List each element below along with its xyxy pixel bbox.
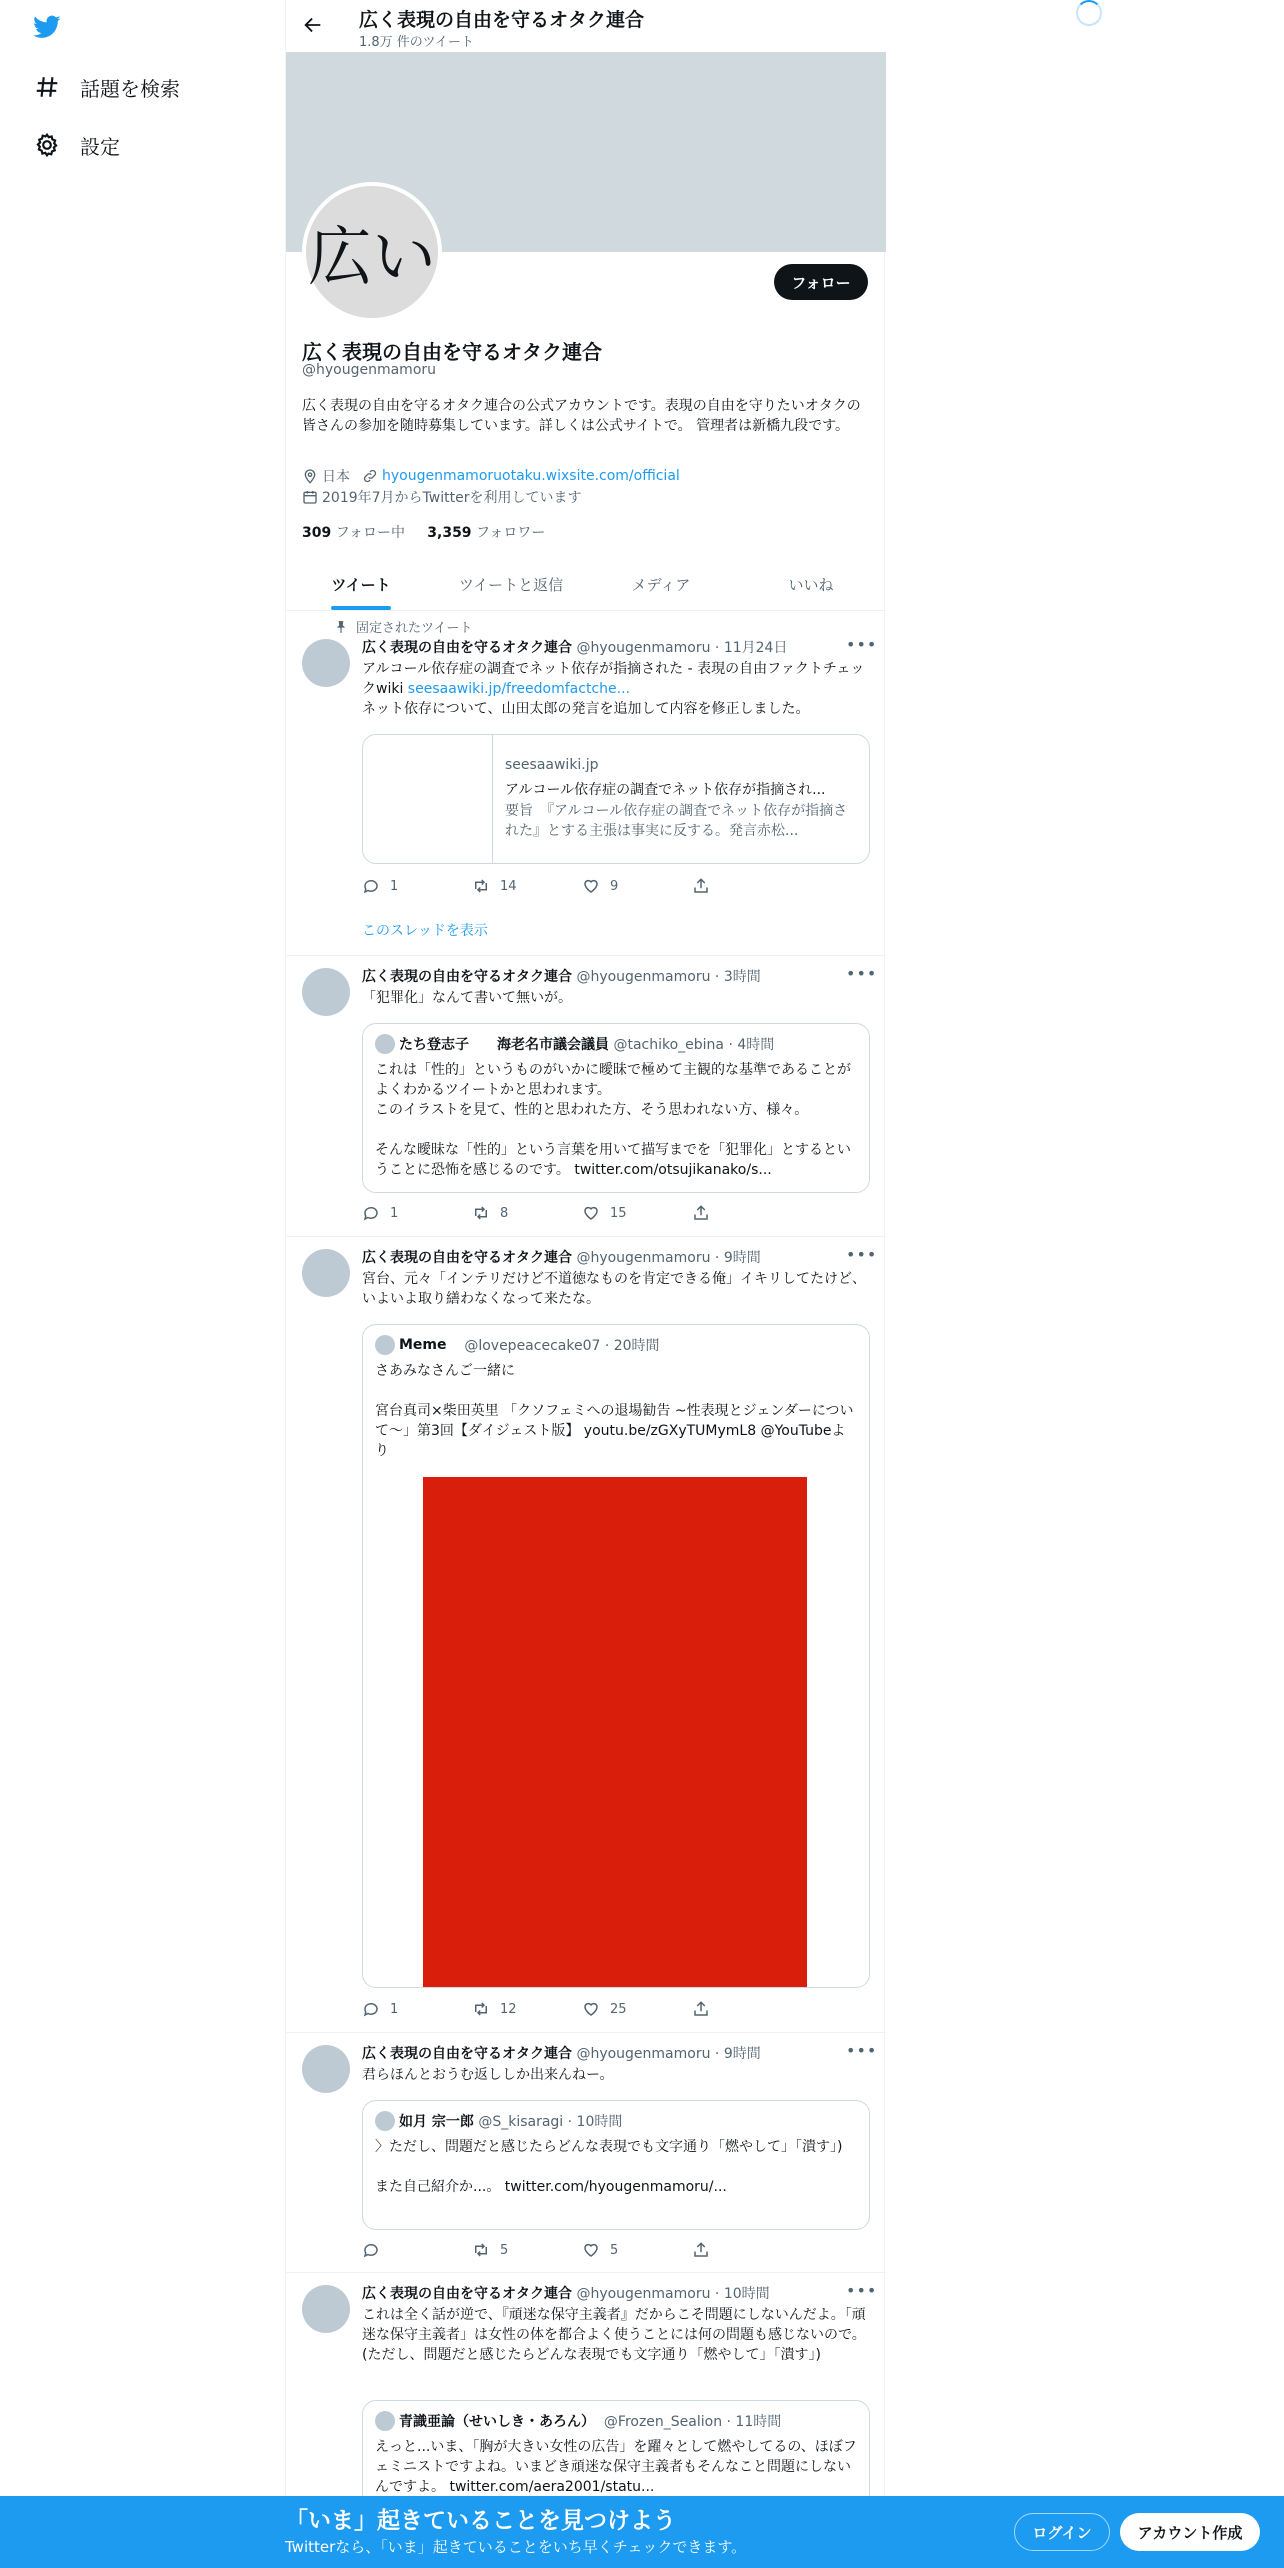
tweet-actions	[362, 1204, 802, 1222]
link-card[interactable]	[362, 734, 870, 864]
profile-handle: @hyougenmamoru	[302, 362, 437, 378]
signup-banner-subtitle: Twitterなら、「いま」起きていることをいち早くチェックできます。	[285, 2538, 747, 2556]
retweet-icon	[472, 877, 490, 895]
share-icon	[692, 2000, 710, 2018]
avatar[interactable]	[302, 968, 350, 1016]
tab-likes[interactable]: いいね	[788, 575, 834, 594]
more-icon[interactable]: •••	[846, 1245, 878, 1264]
reply-icon	[362, 877, 380, 895]
retweet-button[interactable]: 5	[472, 2241, 582, 2259]
quote-tweet[interactable]	[362, 1023, 870, 1193]
like-button[interactable]: 15	[582, 1204, 692, 1222]
profile-meta	[302, 466, 680, 486]
profile-stats	[302, 522, 545, 542]
quote-text: 〉ただし、問題だと感じたらどんな表現でも文字通り「燃やして」「潰す」) また自己紹介か...。 twitter.com/hyougenmamoru/...	[375, 2139, 843, 2195]
pin-icon	[334, 620, 348, 634]
location-pin-icon	[302, 468, 318, 484]
calendar-icon	[302, 489, 318, 505]
more-icon[interactable]: •••	[846, 2281, 878, 2300]
quote-avatar	[375, 2411, 395, 2431]
tweet[interactable]	[286, 956, 886, 1237]
heart-icon	[582, 2241, 600, 2259]
retweet-icon	[472, 2241, 490, 2259]
tweet-link[interactable]: seesaawiki.jp/freedomfactche...	[407, 681, 630, 697]
quote-avatar	[375, 2111, 395, 2131]
quote-avatar	[375, 1335, 395, 1355]
retweet-icon	[472, 2000, 490, 2018]
reply-button[interactable]: 1	[362, 1204, 472, 1222]
link-card-domain: seesaawiki.jp	[505, 757, 599, 773]
quote-media-image[interactable]	[423, 1477, 807, 1988]
tweet-header: 広く表現の自由を守るオタク連合 @hyougenmamoru · 3時間	[362, 969, 761, 985]
like-button[interactable]: 9	[582, 877, 692, 895]
reply-icon	[362, 2000, 380, 2018]
like-button[interactable]: 5	[582, 2241, 692, 2259]
share-button[interactable]	[692, 1204, 802, 1222]
share-icon	[692, 1204, 710, 1222]
show-thread-link[interactable]: このスレッドを表示	[362, 923, 488, 939]
followers-link[interactable]: 3,359 フォロワー	[427, 525, 546, 541]
profile-header	[286, 0, 886, 52]
profile-bio: 広く表現の自由を守るオタク連合の公式アカウントです。表現の自由を守りたいオタクの皆さんの参加を随時募集しています。詳しくは公式サイトで。 管理者は新橋九段です。	[302, 398, 861, 434]
like-button[interactable]: 25	[582, 2000, 692, 2018]
heart-icon	[582, 877, 600, 895]
link-card-description: 要旨 『アルコール依存症の調査でネット依存が指摘された』とする主張は事実に反する。発言赤松...	[505, 803, 848, 839]
tweet[interactable]	[286, 1237, 886, 2033]
quote-text: えっと...いま、「胸が大きい女性の広告」を躍々として燃やしてるの、ほぼフェミニストですよね。いまどき頑迷な保守主義者もそんなこと問題にしないんですよ。 twitter.com/aera2001/statu...	[375, 2439, 857, 2495]
signup-banner	[0, 2496, 1284, 2568]
tweet-header: 広く表現の自由を守るオタク連合 @hyougenmamoru · 9時間	[362, 1250, 761, 1266]
tweet[interactable]	[286, 2033, 886, 2273]
profile-tabs	[286, 558, 886, 611]
link-card-title: アルコール依存症の調査でネット依存が指摘され...	[505, 782, 826, 798]
quote-tweet[interactable]	[362, 1324, 870, 1988]
tweet-header: 広く表現の自由を守るオタク連合 @hyougenmamoru · 10時間	[362, 2286, 770, 2302]
tweet-text: 宮台、元々「インテリだけど不道徳なものを肯定できる俺」イキリしてたけど、いよいよ取り繕わなくなって来たな。	[362, 1271, 866, 1307]
quote-header: 如月 宗一郎 @S_kisaragi · 10時間	[375, 2111, 622, 2131]
retweet-button[interactable]: 12	[472, 2000, 582, 2018]
more-icon[interactable]: •••	[846, 964, 878, 983]
avatar[interactable]	[302, 639, 350, 687]
quote-text: さあみなさんご一緒に 宮台真司×柴田英里 「クソフェミへの退場勧告 ~性表現とジェンダーについて～」第3回【ダイジェスト版】 youtu.be/zGXyTUMymL8 @YouTubeより	[375, 1363, 854, 1459]
tweet-actions	[362, 2000, 802, 2018]
hashtag-icon	[34, 74, 60, 100]
signup-button[interactable]: アカウント作成	[1120, 2513, 1260, 2551]
tab-media[interactable]: メディア	[631, 575, 691, 594]
quote-avatar	[375, 1034, 395, 1054]
signup-banner-title: 「いま」起きていることを見つけよう	[285, 2508, 676, 2534]
sidebar-item-label: 設定	[80, 134, 120, 159]
link-card-thumbnail	[363, 735, 493, 864]
quote-header: たち登志子 海老名市議会議員 @tachiko_ebina · 4時間	[375, 1034, 774, 1054]
retweet-button[interactable]: 8	[472, 1204, 582, 1222]
reply-icon	[362, 1204, 380, 1222]
tweet-count: 1.8万 件のツイート	[359, 35, 474, 50]
share-button[interactable]	[692, 877, 802, 895]
pinned-label: 固定されたツイート	[362, 617, 472, 636]
twitter-bird-icon[interactable]	[30, 13, 64, 41]
profile-name: 広く表現の自由を守るオタク連合	[302, 340, 602, 364]
following-link[interactable]: 309 フォロー中	[302, 525, 405, 541]
sidebar-item-label: 話題を検索	[80, 76, 180, 101]
tweet-text: アルコール依存症の調査でネット依存が指摘された - 表現の自由ファクトチェックwiki seesaawiki.jp/freedomfactche... ネット依存について、山田太郎の発言を追加して内容を修正しました。	[362, 661, 865, 717]
avatar[interactable]	[302, 2285, 350, 2333]
heart-icon	[582, 1204, 600, 1222]
avatar[interactable]	[302, 2045, 350, 2093]
main-column	[285, 0, 885, 2568]
profile-location: 日本	[322, 469, 350, 485]
profile-url[interactable]: hyougenmamoruotaku.wixsite.com/official	[382, 468, 680, 484]
follow-button[interactable]: フォロー	[774, 264, 868, 300]
quote-tweet[interactable]	[362, 2100, 870, 2230]
share-button[interactable]	[692, 2000, 802, 2018]
joined-text: 2019年7月からTwitterを利用しています	[322, 490, 582, 506]
profile-joined	[302, 487, 581, 507]
avatar[interactable]	[302, 1249, 350, 1297]
tweet-actions	[362, 877, 802, 895]
tweet-header: 広く表現の自由を守るオタク連合 @hyougenmamoru · 9時間	[362, 2046, 761, 2062]
more-icon[interactable]: •••	[846, 635, 878, 654]
login-button[interactable]: ログイン	[1014, 2513, 1110, 2551]
tweet-text: 「犯罪化」なんて書いて無いが。	[362, 990, 572, 1006]
reply-button[interactable]	[362, 2241, 472, 2259]
more-icon[interactable]: •••	[846, 2041, 878, 2060]
retweet-button[interactable]: 14	[472, 877, 582, 895]
reply-button[interactable]: 1	[362, 2000, 472, 2018]
tweet-text: 君らほんとおうむ返ししか出来んねー。	[362, 2067, 614, 2083]
gear-icon	[34, 132, 60, 158]
quote-header: Meme @lovepeacecake07 · 20時間	[375, 1335, 660, 1355]
tweet[interactable]	[286, 611, 886, 956]
reply-icon	[362, 2241, 380, 2259]
quote-text: これは「性的」というものがいかに曖昧で極めて主観的な基準であることがよくわかるツイートかと思われます。 このイラストを見て、性的と思われた方、そう思われない方、様々。 そんな曖昧な「性的」という言葉を用いて描写までを「犯罪化」とするということに恐怖を感じるのです。 twitter.com/otsujikanako/s...	[375, 1062, 851, 1178]
share-icon	[692, 877, 710, 895]
share-button[interactable]	[692, 2241, 802, 2259]
reply-button[interactable]: 1	[362, 877, 472, 895]
back-arrow-icon[interactable]	[302, 14, 324, 36]
quote-header: 青識亜論（せいしき・あろん） @Frozen_Sealion · 11時間	[375, 2411, 781, 2431]
link-icon	[362, 468, 378, 484]
loading-spinner-icon	[1076, 0, 1102, 26]
tweet-header: 広く表現の自由を守るオタク連合 @hyougenmamoru · 11月24日	[362, 640, 788, 656]
share-icon	[692, 2241, 710, 2259]
sidebar-item-settings[interactable]	[34, 125, 120, 165]
tab-tweets-and-replies[interactable]: ツイートと返信	[458, 575, 564, 594]
tab-tweets[interactable]: ツイート	[286, 558, 436, 610]
retweet-icon	[472, 1204, 490, 1222]
sidebar-item-explore[interactable]	[34, 67, 180, 107]
tweet-actions	[362, 2241, 802, 2259]
tweet-text: これは全く話が逆で、『頑迷な保守主義者』だからこそ問題にしないんだよ。「頑迷な保守主義者」は女性の体を都合よく使うことには何の問題も感じないので。(ただし、問題だと感じたらどんな表現でも文字通り「燃やして」「潰す」)	[362, 2307, 866, 2363]
heart-icon	[582, 2000, 600, 2018]
profile-avatar[interactable]: 広い	[302, 182, 442, 322]
page-title: 広く表現の自由を守るオタク連合	[359, 9, 645, 31]
